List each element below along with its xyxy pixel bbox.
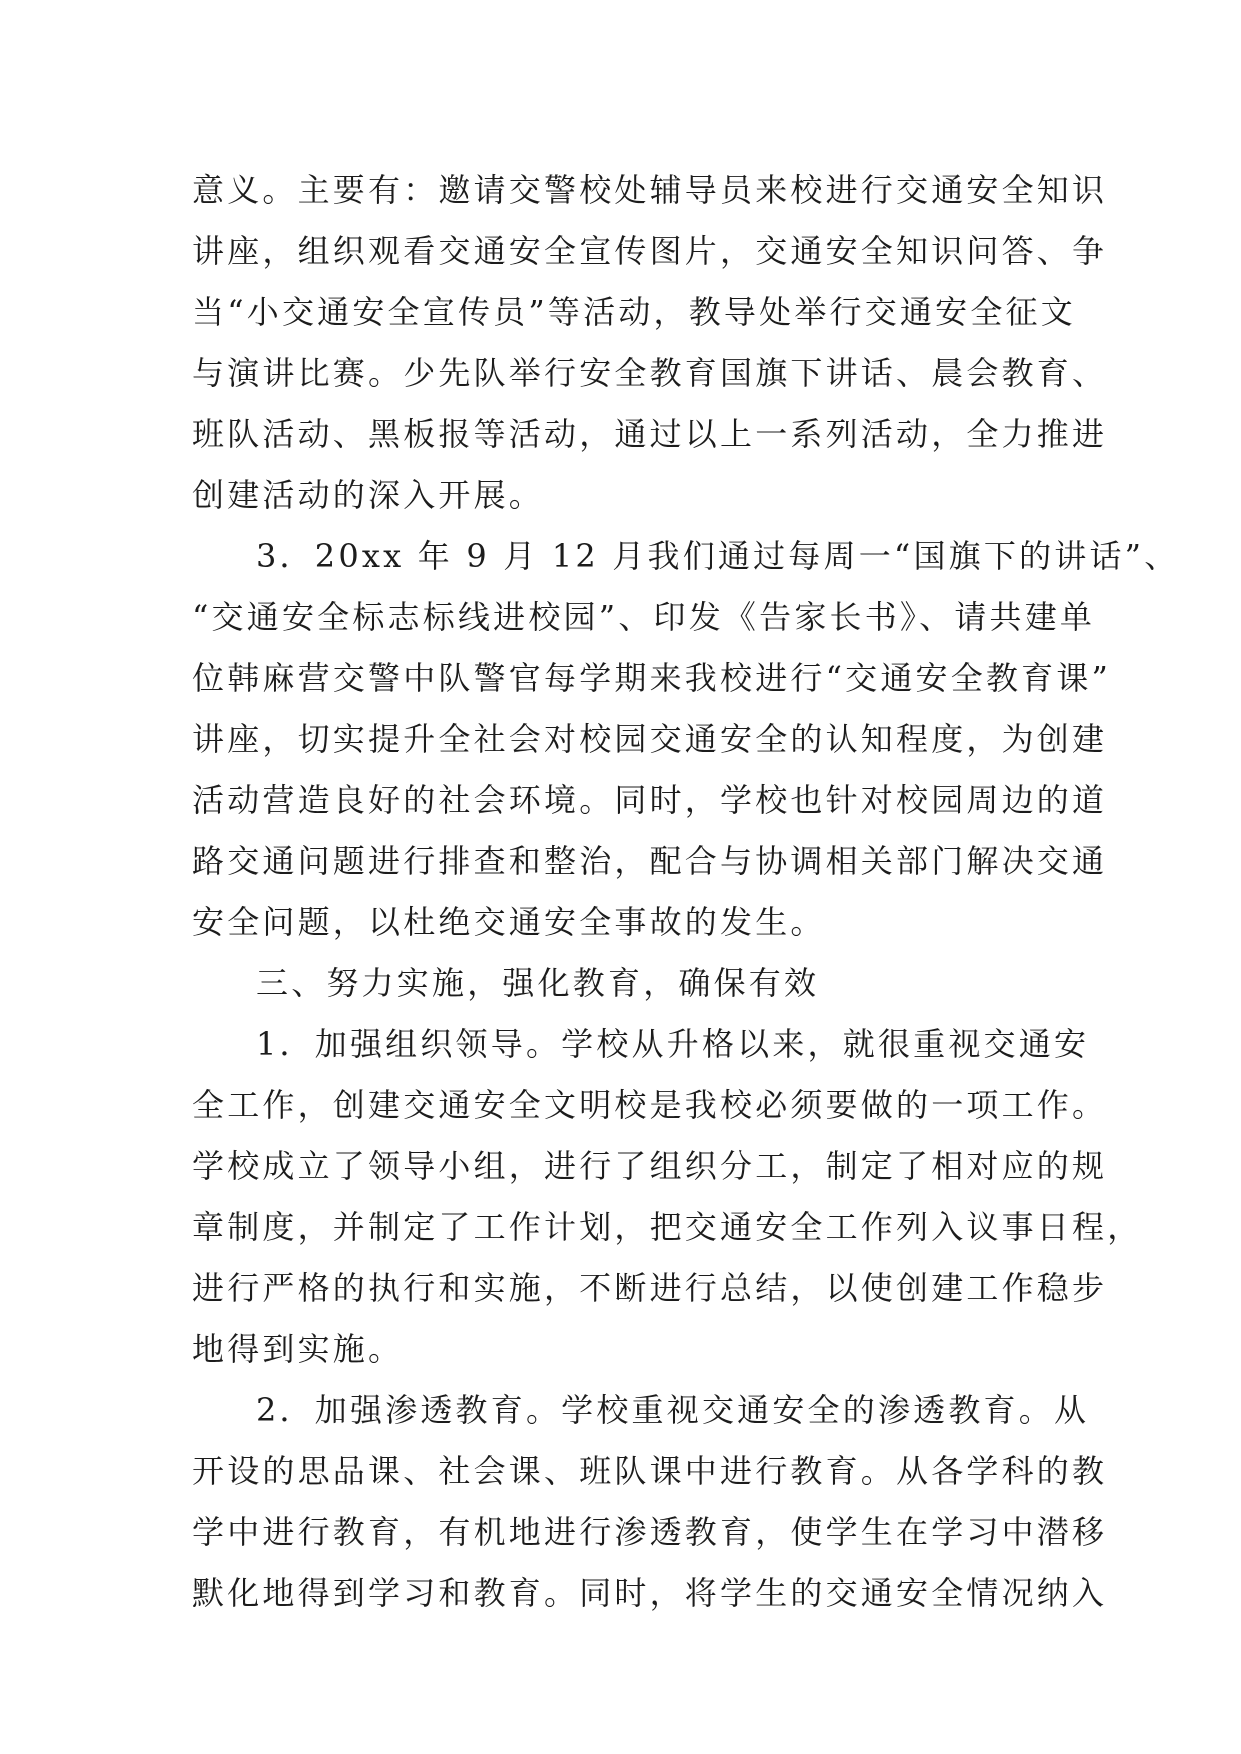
text-line: 意义。主要有：邀请交警校处辅导员来校进行交通安全知识	[192, 171, 1108, 209]
text-line: 安全问题，以杜绝交通安全事故的发生。	[192, 903, 826, 941]
section-heading: 三、努力实施，强化教育，确保有效	[256, 964, 820, 1002]
text-line: 开设的思品课、社会课、班队课中进行教育。从各学科的教	[192, 1452, 1108, 1490]
text-line: 学校成立了领导小组，进行了组织分工，制定了相对应的规	[192, 1147, 1108, 1185]
text-line: 创建活动的深入开展。	[192, 476, 545, 514]
text-line: 与演讲比赛。少先队举行安全教育国旗下讲话、晨会教育、	[192, 354, 1108, 392]
text-line: 讲座，切实提升全社会对校园交通安全的认知程度，为创建	[192, 720, 1108, 758]
paragraph-first-line: 1．加强组织领导。学校从升格以来，就很重视交通安	[256, 1025, 1090, 1063]
text-line: 章制度，并制定了工作计划，把交通安全工作列入议事日程，	[192, 1208, 1143, 1246]
text-line: 班队活动、黑板报等活动，通过以上一系列活动，全力推进	[192, 415, 1108, 453]
paragraph-first-line: 3．20xx 年 9 月 12 月我们通过每周一“国旗下的讲话”、	[256, 537, 1180, 575]
text-line: 地得到实施。	[192, 1330, 404, 1368]
text-line: 活动营造良好的社会环境。同时，学校也针对校园周边的道	[192, 781, 1108, 819]
text-line: 全工作，创建交通安全文明校是我校必须要做的一项工作。	[192, 1086, 1108, 1124]
text-line: 位韩麻营交警中队警官每学期来我校进行“交通安全教育课”	[192, 659, 1112, 697]
paragraph-first-line: 2．加强渗透教育。学校重视交通安全的渗透教育。从	[256, 1391, 1090, 1429]
text-line: 学中进行教育，有机地进行渗透教育，使学生在学习中潜移	[192, 1513, 1108, 1551]
text-line: 进行严格的执行和实施，不断进行总结，以使创建工作稳步	[192, 1269, 1108, 1307]
text-line: 讲座，组织观看交通安全宣传图片，交通安全知识问答、争	[192, 232, 1108, 270]
body-text	[192, 160, 1180, 1624]
text-line: 默化地得到学习和教育。同时，将学生的交通安全情况纳入	[192, 1574, 1108, 1612]
text-line: 路交通问题进行排查和整治，配合与协调相关部门解决交通	[192, 842, 1108, 880]
text-line: 当“小交通安全宣传员”等活动，教导处举行交通安全征文	[192, 293, 1076, 331]
text-line: “交通安全标志标线进校园”、印发《告家长书》、请共建单	[192, 598, 1096, 636]
